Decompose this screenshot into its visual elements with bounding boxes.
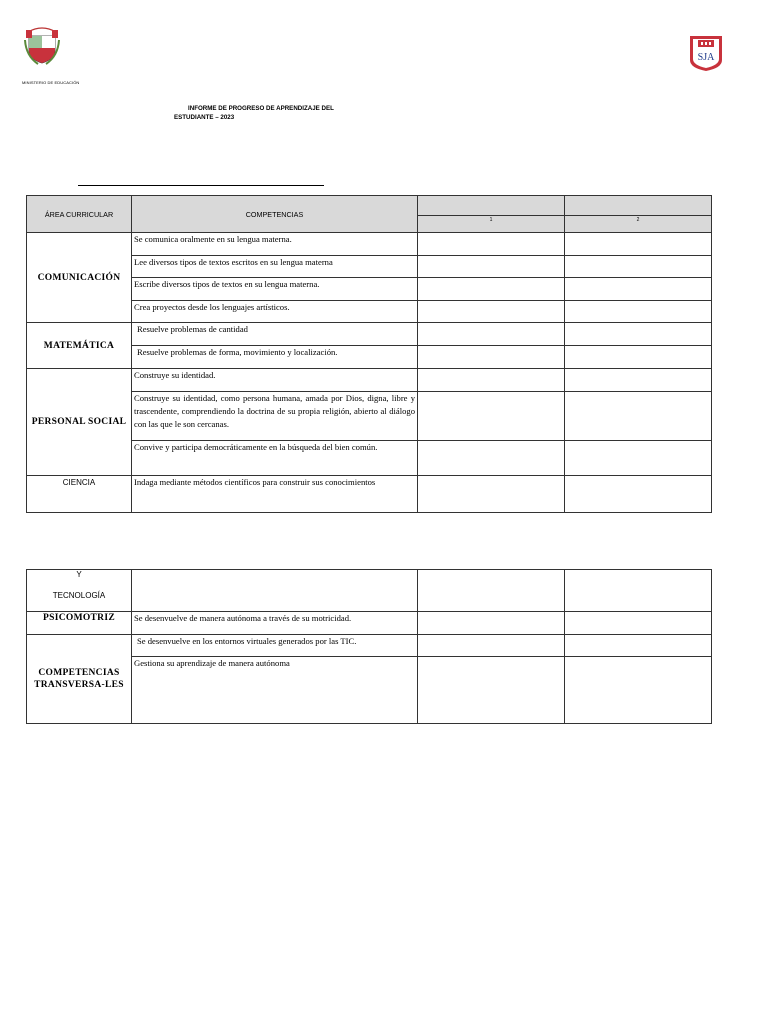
grade-cell-2[interactable] [565, 346, 712, 369]
ministry-label: MINISTERIO DE EDUCACIÓN [22, 80, 80, 85]
school-logo-icon [688, 30, 724, 72]
grade-cell-2[interactable] [565, 369, 712, 392]
competencia-cell-empty [132, 570, 418, 612]
header-period-2: 2 [565, 216, 712, 233]
competencia-cell: Resuelve problemas de cantidad [132, 323, 418, 346]
competencia-cell: Se comunica oralmente en su lengua materna. [132, 233, 418, 256]
title-line-2: ESTUDIANTE – 2023 [174, 114, 235, 121]
grade-cell-1[interactable] [418, 346, 565, 369]
grade-cell-2[interactable] [565, 301, 712, 323]
competencia-cell: Escribe diversos tipos de textos en su lengua materna. [132, 278, 418, 301]
competencia-cell: Lee diversos tipos de textos escritos en su lengua materna [132, 256, 418, 278]
competencia-cell: Crea proyectos desde los lenguajes artísticos. [132, 301, 418, 323]
grade-cell-1[interactable] [418, 323, 565, 346]
grade-cell-2[interactable] [565, 612, 712, 635]
grade-cell-2[interactable] [565, 635, 712, 657]
grade-cell-1[interactable] [418, 301, 565, 323]
grade-cell-1[interactable] [418, 476, 565, 513]
progress-table-continued [26, 569, 712, 724]
document-title [160, 104, 360, 122]
competencia-cell: Gestiona su aprendizaje de manera autónoma [132, 657, 418, 724]
grade-cell-1[interactable] [418, 441, 565, 476]
grade-cell-1[interactable] [418, 570, 565, 612]
progress-table [26, 195, 712, 513]
grade-cell-2[interactable] [565, 256, 712, 278]
grade-cell-1[interactable] [418, 369, 565, 392]
header-period-blank-2 [565, 196, 712, 216]
grade-cell-1[interactable] [418, 233, 565, 256]
grade-cell-2[interactable] [565, 233, 712, 256]
area-comunicacion: COMUNICACIÓN [27, 233, 132, 323]
area-competencias-transversales: COMPETENCIAS TRANSVERSA-LES [27, 635, 132, 724]
area-y-label: Y [76, 570, 82, 579]
peru-coat-of-arms-icon [24, 26, 60, 66]
area-tecnologia-label: TECNOLOGÍA [52, 591, 106, 600]
header-competencias: COMPETENCIAS [132, 196, 418, 233]
student-name-line [78, 185, 324, 186]
grade-cell-1[interactable] [418, 278, 565, 301]
grade-cell-2[interactable] [565, 323, 712, 346]
area-personal-social: PERSONAL SOCIAL [27, 369, 132, 476]
title-line-1: INFORME DE PROGRESO DE APRENDIZAJE DEL [188, 105, 334, 112]
area-ciencia: CIENCIA [27, 476, 132, 513]
grade-cell-2[interactable] [565, 476, 712, 513]
grade-cell-2[interactable] [565, 278, 712, 301]
grade-cell-2[interactable] [565, 570, 712, 612]
competencia-cell: Indaga mediante métodos científicos para construir sus conocimientos [132, 476, 418, 513]
grade-cell-2[interactable] [565, 441, 712, 476]
competencia-cell: Construye su identidad, como persona humana, amada por Dios, digna, libre y trascendente, comprendiendo la doctrina de su propia religión, abierto al diálogo con las que le son cercanas. [132, 392, 418, 441]
competencia-cell: Convive y participa democráticamente en la búsqueda del bien común. [132, 441, 418, 476]
area-ciencia-y-tecnologia [27, 570, 132, 612]
competencia-cell: Se desenvuelve de manera autónoma a través de su motricidad. [132, 612, 418, 635]
header-period-blank-1 [418, 196, 565, 216]
competencia-cell: Resuelve problemas de forma, movimiento y localización. [132, 346, 418, 369]
competencia-cell: Se desenvuelve en los entornos virtuales generados por las TIC. [132, 635, 418, 657]
grade-cell-1[interactable] [418, 657, 565, 724]
school-logo-text: SJA [697, 52, 715, 63]
grade-cell-1[interactable] [418, 256, 565, 278]
grade-cell-1[interactable] [418, 635, 565, 657]
grade-cell-1[interactable] [418, 392, 565, 441]
header-area-curricular: ÁREA CURRICULAR [27, 196, 132, 233]
grade-cell-1[interactable] [418, 612, 565, 635]
grade-cell-2[interactable] [565, 657, 712, 724]
grade-cell-2[interactable] [565, 392, 712, 441]
area-matematica: MATEMÁTICA [27, 323, 132, 369]
header-period-1: 1 [418, 216, 565, 233]
area-psicomotriz: PSICOMOTRIZ [27, 612, 132, 635]
competencia-cell: Construye su identidad. [132, 369, 418, 392]
